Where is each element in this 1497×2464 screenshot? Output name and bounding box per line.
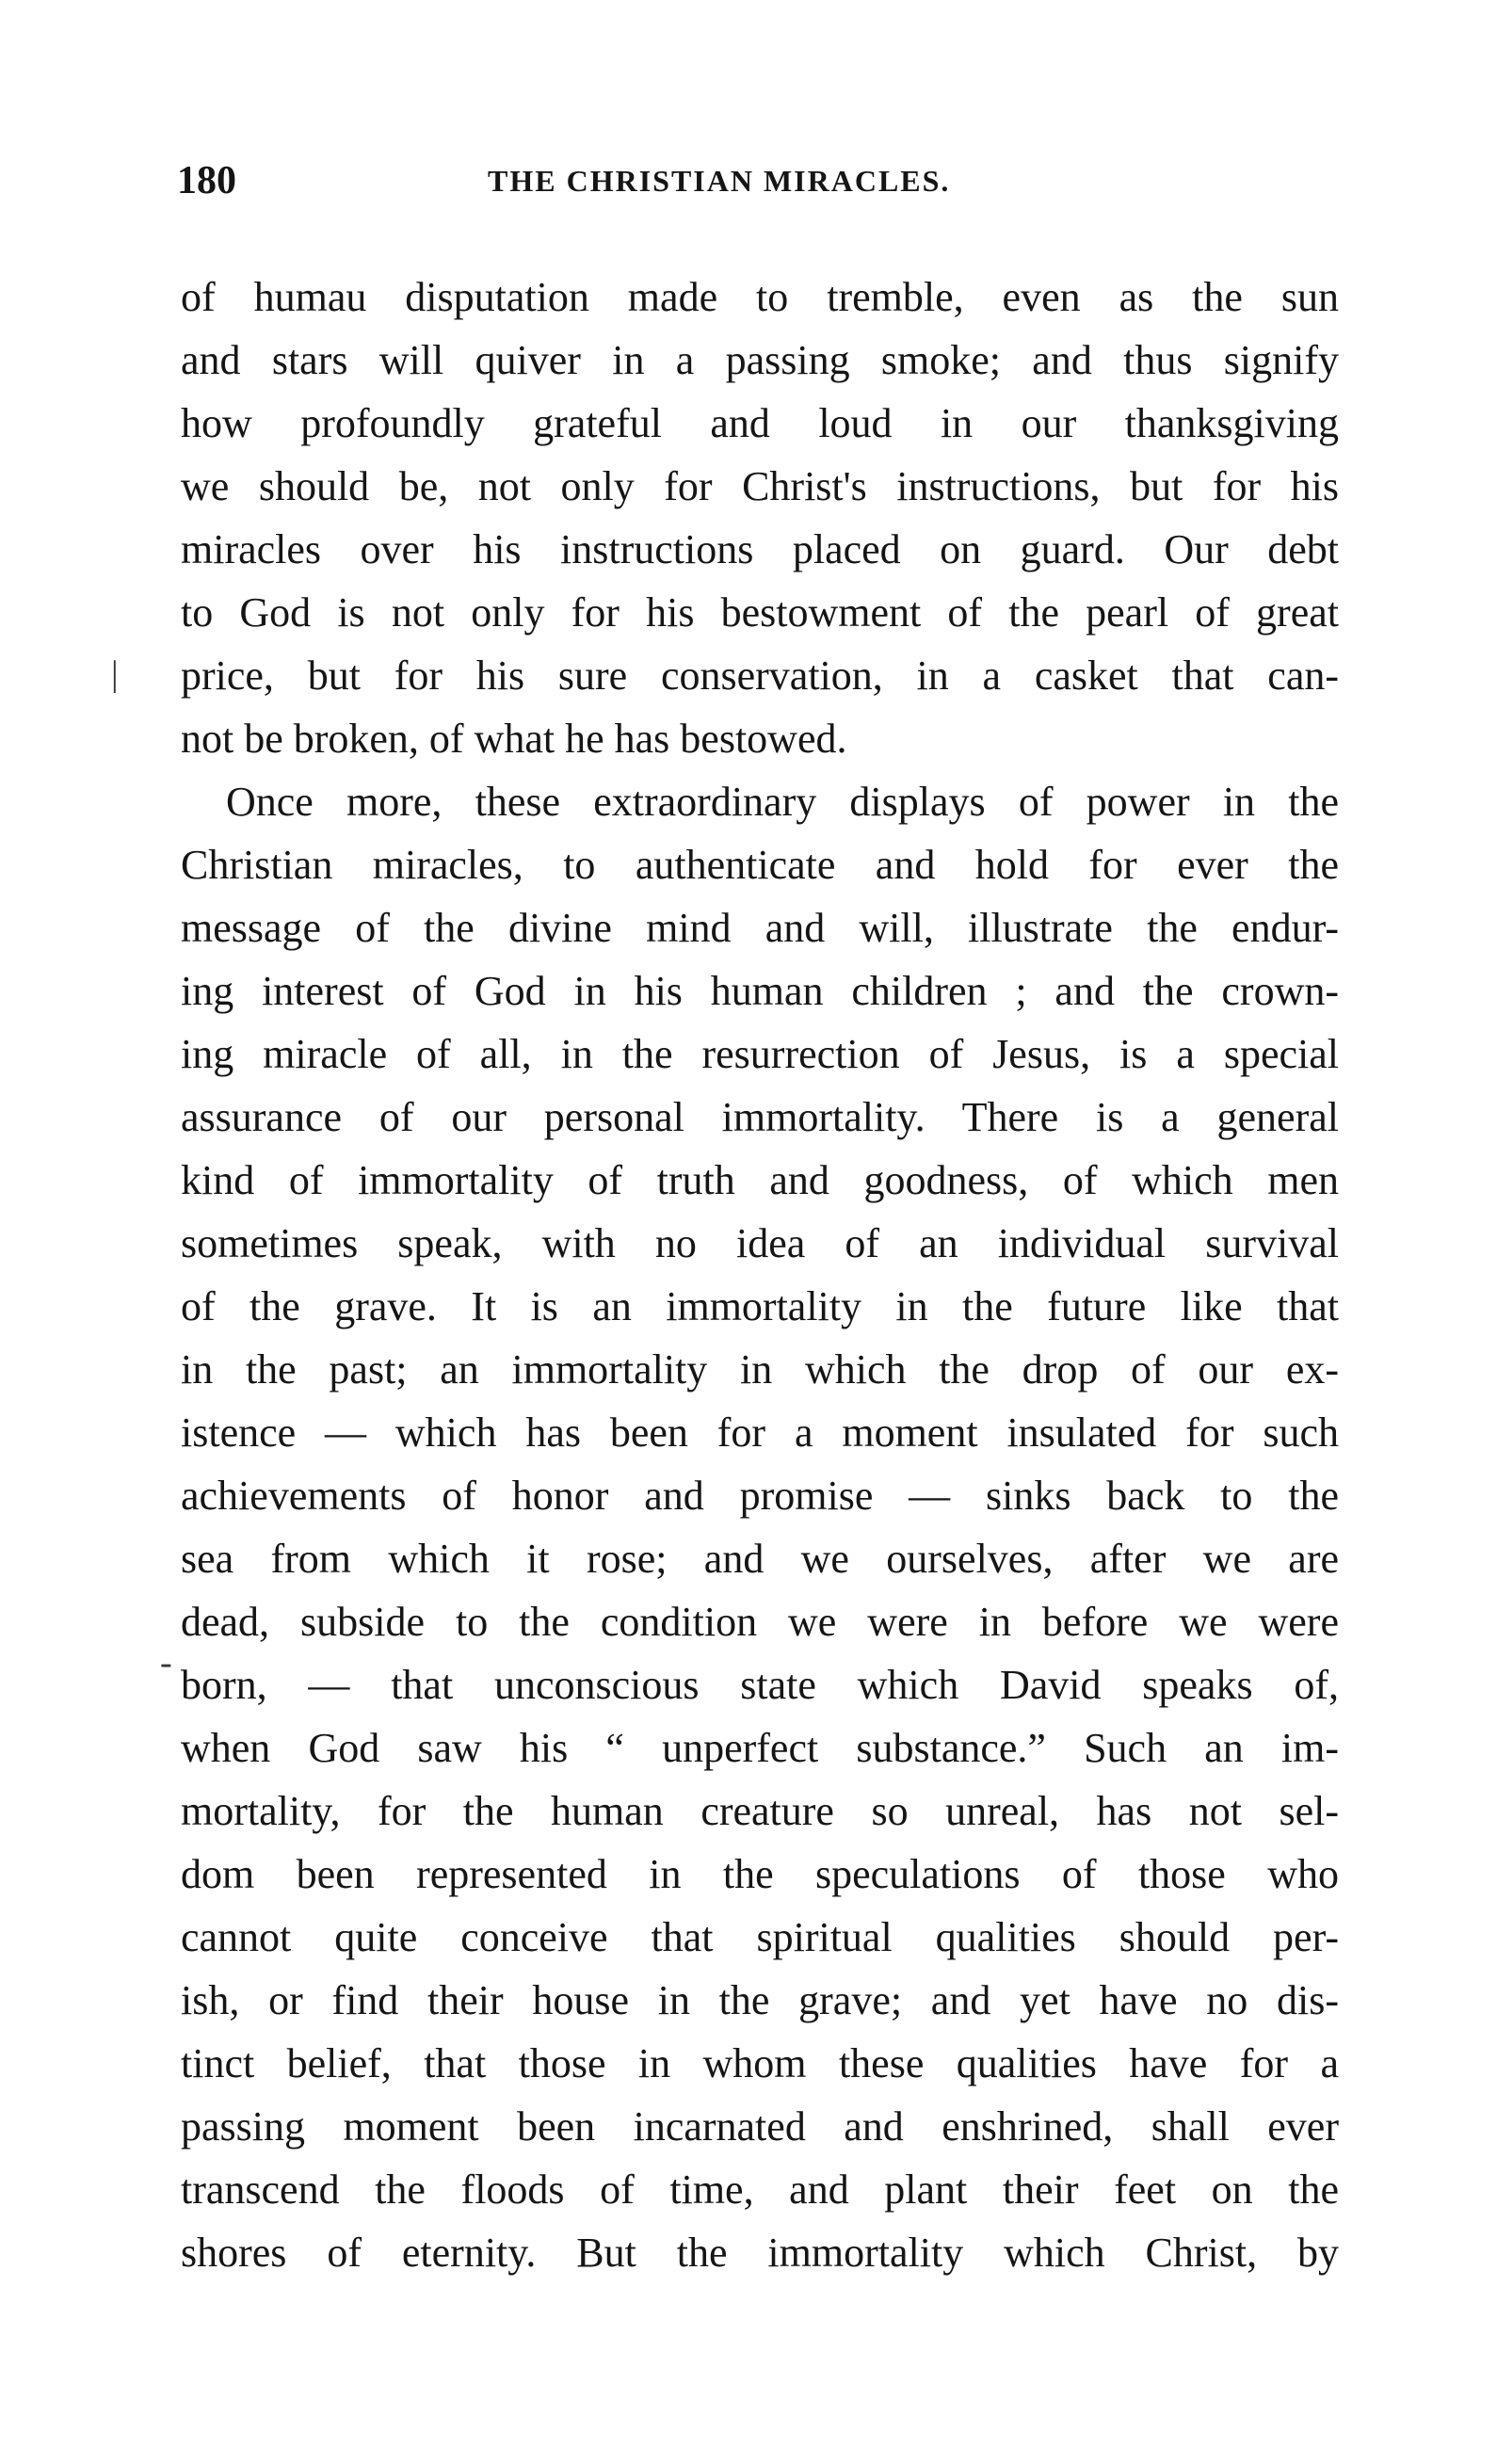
text-line: message of the divine mind and will, illustrate the endur- [181,905,1339,951]
text-line: istence — which has been for a moment insulated for such [181,1409,1339,1456]
text-line: dom been represented in the speculations of those who [181,1851,1339,1897]
text-line: kind of immortality of truth and goodness, of which men [181,1157,1339,1203]
running-head: THE CHRISTIAN MIRACLES. [488,164,951,198]
text-line: tinct belief, that those in whom these qualities have for a [181,2040,1339,2086]
text-line: ish, or find their house in the grave; and yet have no dis- [181,1977,1339,2023]
text-line: Christian miracles, to authenticate and hold for ever the [181,842,1339,888]
text-line: we should be, not only for Christ's instructions, but for his [181,463,1339,509]
text-line: to God is not only for his bestowment of the pearl of great [181,589,1339,636]
text-line: when God saw his “ unperfect substance.” Such an im- [181,1725,1339,1771]
text-line: miracles over his instructions placed on guard. Our debt [181,526,1339,572]
text-line: ing miracle of all, in the resurrection of Jesus, is a special [181,1031,1339,1077]
text-line: how profoundly grateful and loud in our thanksgiving [181,400,1339,446]
text-line: transcend the floods of time, and plant their feet on the [181,2166,1339,2213]
text-line: not be broken, of what he has bestowed. [181,716,847,762]
text-line: and stars will quiver in a passing smoke; and thus signify [181,337,1339,383]
text-line: achievements of honor and promise — sinks back to the [181,1473,1339,1519]
margin-mark-bar: | [111,654,119,694]
margin-mark-dash: - [160,1643,172,1683]
text-line: price, but for his sure conservation, in a casket that can- [181,652,1339,699]
text-line: ing interest of God in his human children ; and the crown- [181,968,1339,1014]
text-line: sea from which it rose; and we ourselves, after we are [181,1536,1339,1582]
page-header [177,158,1344,215]
text-line: passing moment been incarnated and enshrined, shall ever [181,2103,1339,2150]
paragraph-start-line: Once more, these extraordinary displays of power in the [226,779,1339,825]
text-line: of the grave. It is an immortality in the future like that [181,1283,1339,1329]
page-number: 180 [177,159,236,202]
text-line: born, — that unconscious state which David speaks of, [181,1662,1339,1708]
text-line: shores of eternity. But the immortality which Christ, by [181,2230,1339,2276]
text-line: sometimes speak, with no idea of an individual survival [181,1220,1339,1266]
text-line: of humau disputation made to tremble, even as the sun [181,274,1339,320]
text-line: assurance of our personal immortality. There is a general [181,1094,1339,1140]
text-line: dead, subside to the condition we were in before we were [181,1599,1339,1645]
body-text [181,266,1339,2284]
text-line: in the past; an immortality in which the drop of our ex- [181,1346,1339,1393]
text-line: mortality, for the human creature so unreal, has not sel- [181,1788,1339,1834]
text-line: cannot quite conceive that spiritual qualities should per- [181,1914,1339,1960]
